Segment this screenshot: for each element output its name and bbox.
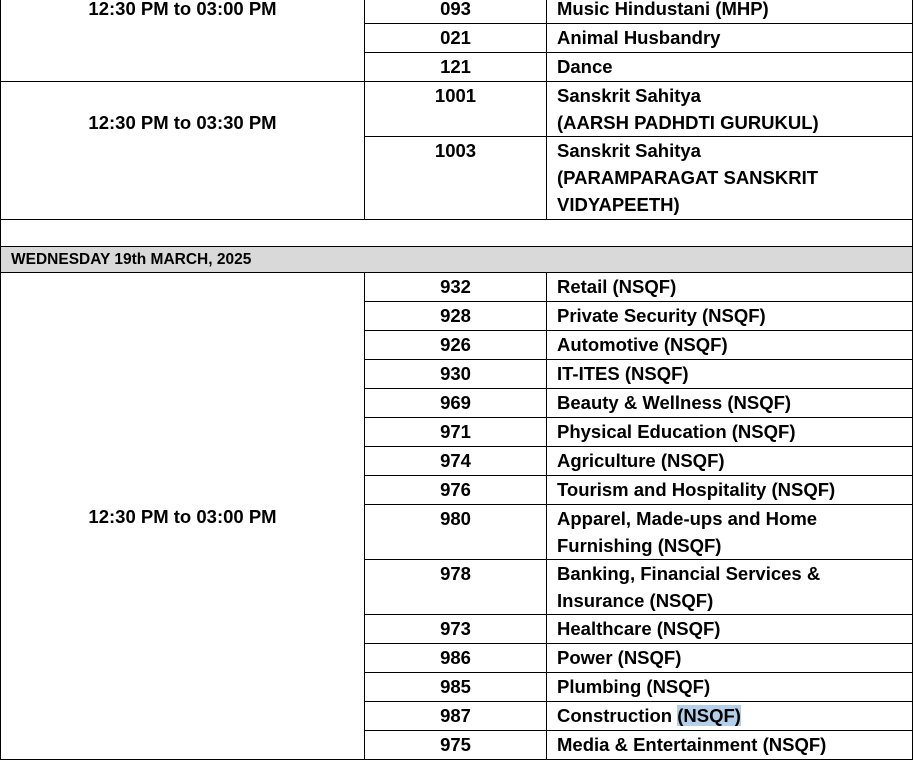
subject-code: 974 (365, 447, 547, 476)
subject-code: 975 (365, 731, 547, 760)
subject-code: 969 (365, 389, 547, 418)
subject-name: Animal Husbandry (547, 24, 913, 53)
table-row (1, 82, 913, 137)
subject-code: 930 (365, 360, 547, 389)
subject-name: Tourism and Hospitality (NSQF) (547, 476, 913, 505)
subject-code: 986 (365, 644, 547, 673)
subject-name: Physical Education (NSQF) (547, 418, 913, 447)
subject-name: Dance (547, 53, 913, 82)
subject-name: Media & Entertainment (NSQF) (547, 731, 913, 760)
subject-name: Construction (NSQF) (547, 702, 913, 731)
subject-code: 926 (365, 331, 547, 360)
subject-code: 1003 (365, 137, 547, 220)
subject-name: Private Security (NSQF) (547, 302, 913, 331)
subject-code: 121 (365, 53, 547, 82)
subject-name: IT-ITES (NSQF) (547, 360, 913, 389)
subject-code: 971 (365, 418, 547, 447)
subject-name: Sanskrit Sahitya (PARAMPARAGAT SANSKRIT VIDYAPEETH) (547, 137, 913, 220)
subject-code: 976 (365, 476, 547, 505)
time-slot: 12:30 PM to 03:00 PM (1, 273, 365, 760)
subject-code: 928 (365, 302, 547, 331)
subject-name: Banking, Financial Services & Insurance (NSQF) (547, 560, 913, 615)
subject-code: 093 (365, 0, 547, 24)
table-row (1, 273, 913, 302)
subject-code: 021 (365, 24, 547, 53)
time-slot: 12:30 PM to 03:30 PM (1, 82, 365, 220)
subject-name: Beauty & Wellness (NSQF) (547, 389, 913, 418)
day-header: WEDNESDAY 19th MARCH, 2025 (1, 247, 913, 273)
subject-name: Music Hindustani (MHP) (547, 0, 913, 24)
spacer-row (1, 220, 913, 247)
subject-code: 980 (365, 505, 547, 560)
subject-name: Plumbing (NSQF) (547, 673, 913, 702)
subject-name: Agriculture (NSQF) (547, 447, 913, 476)
subject-code: 987 (365, 702, 547, 731)
day-header-row (1, 247, 913, 273)
subject-name: Healthcare (NSQF) (547, 615, 913, 644)
subject-code: 932 (365, 273, 547, 302)
subject-name: Retail (NSQF) (547, 273, 913, 302)
time-slot: 12:30 PM to 03:00 PM (1, 0, 365, 82)
selected-text-highlight[interactable]: (NSQF) (677, 705, 741, 726)
subject-code: 1001 (365, 82, 547, 137)
subject-name: Power (NSQF) (547, 644, 913, 673)
subject-name: Automotive (NSQF) (547, 331, 913, 360)
table-row (1, 0, 913, 24)
subject-name: Apparel, Made-ups and Home Furnishing (NSQF) (547, 505, 913, 560)
subject-code: 973 (365, 615, 547, 644)
subject-code: 978 (365, 560, 547, 615)
subject-name: Sanskrit Sahitya (AARSH PADHDTI GURUKUL) (547, 82, 913, 137)
subject-code: 985 (365, 673, 547, 702)
